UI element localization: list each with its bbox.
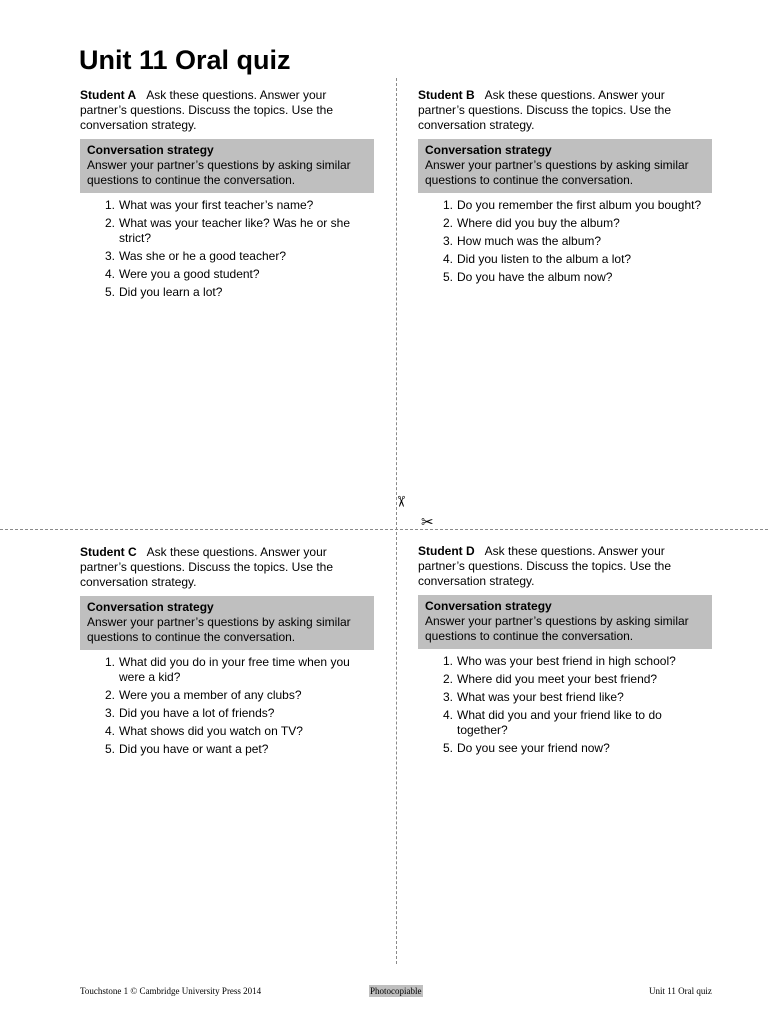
vertical-cut-line <box>396 78 397 964</box>
question-item <box>105 267 374 282</box>
question-number: 5. <box>105 285 116 299</box>
question-text: Did you have a lot of friends? <box>119 706 275 720</box>
question-number: 1. <box>443 654 454 668</box>
scissors-icon: ✂ <box>421 514 434 531</box>
question-item <box>105 688 374 703</box>
question-number: 2. <box>443 672 454 686</box>
question-number: 4. <box>443 252 454 266</box>
question-item <box>105 216 374 246</box>
question-number: 2. <box>443 216 454 230</box>
conversation-strategy-box <box>80 596 374 650</box>
footer-copyright: Touchstone 1 © Cambridge University Press 2014 <box>80 986 262 996</box>
question-list <box>80 655 374 757</box>
scissors-icon: ✂ <box>391 495 409 508</box>
question-text: Who was your best friend in high school? <box>457 654 676 668</box>
question-number: 3. <box>443 234 454 248</box>
instructions-text: Ask these questions. Answer your partner’s questions. Discuss the topics. Use the conversation strategy. <box>80 545 334 589</box>
question-number: 1. <box>105 198 116 212</box>
question-item <box>443 198 712 213</box>
question-number: 4. <box>443 708 454 722</box>
card-instructions <box>418 88 712 133</box>
question-item <box>105 285 374 300</box>
question-text: Do you see your friend now? <box>457 741 610 755</box>
question-list <box>418 198 712 285</box>
strategy-text: Answer your partner’s questions by asking similar questions to continue the conversation. <box>425 158 689 187</box>
question-item <box>443 216 712 231</box>
question-item <box>443 672 712 687</box>
question-list <box>418 654 712 756</box>
question-number: 3. <box>105 249 116 263</box>
strategy-text: Answer your partner’s questions by asking similar questions to continue the conversation. <box>87 615 351 644</box>
question-text: Do you have the album now? <box>457 270 613 284</box>
instructions-text: Ask these questions. Answer your partner’s questions. Discuss the topics. Use the conversation strategy. <box>418 88 672 132</box>
question-text: Was she or he a good teacher? <box>119 249 286 263</box>
student-c-card <box>80 545 374 760</box>
question-text: Where did you meet your best friend? <box>457 672 658 686</box>
question-item <box>443 270 712 285</box>
question-text: Were you a good student? <box>119 267 260 281</box>
question-text: Do you remember the first album you bought? <box>457 198 702 212</box>
student-label: Student B <box>418 88 475 102</box>
question-item <box>443 708 712 738</box>
question-list <box>80 198 374 300</box>
question-item <box>443 234 712 249</box>
question-item <box>105 249 374 264</box>
question-number: 2. <box>105 216 116 230</box>
strategy-heading: Conversation strategy <box>87 143 214 157</box>
question-number: 5. <box>443 270 454 284</box>
question-number: 4. <box>105 724 116 738</box>
strategy-text: Answer your partner’s questions by asking similar questions to continue the conversation. <box>425 614 689 643</box>
strategy-heading: Conversation strategy <box>87 600 214 614</box>
question-text: What was your teacher like? Was he or she strict? <box>119 216 350 245</box>
question-text: What did you and your friend like to do together? <box>457 708 662 737</box>
page-title: Unit 11 Oral quiz <box>79 45 291 75</box>
question-item <box>443 654 712 669</box>
question-text: What did you do in your free time when you were a kid? <box>119 655 350 684</box>
strategy-heading: Conversation strategy <box>425 143 552 157</box>
question-number: 5. <box>443 741 454 755</box>
student-a-card <box>80 88 374 303</box>
question-text: Did you learn a lot? <box>119 285 223 299</box>
student-label: Student A <box>80 88 137 102</box>
question-number: 1. <box>443 198 454 212</box>
footer-unit-label: Unit 11 Oral quiz <box>649 986 712 996</box>
question-number: 4. <box>105 267 116 281</box>
conversation-strategy-box <box>418 595 712 649</box>
question-text: What shows did you watch on TV? <box>119 724 303 738</box>
question-text: Where did you buy the album? <box>457 216 620 230</box>
question-text: What was your best friend like? <box>457 690 624 704</box>
question-item <box>443 690 712 705</box>
student-b-card <box>418 88 712 288</box>
student-label: Student D <box>418 544 475 558</box>
instructions-text: Ask these questions. Answer your partner’s questions. Discuss the topics. Use the conversation strategy. <box>418 544 672 588</box>
question-text: Were you a member of any clubs? <box>119 688 302 702</box>
question-text: How much was the album? <box>457 234 602 248</box>
instructions-text: Ask these questions. Answer your partner’s questions. Discuss the topics. Use the conversation strategy. <box>80 88 334 132</box>
question-item <box>443 741 712 756</box>
question-number: 3. <box>105 706 116 720</box>
question-text: Did you have or want a pet? <box>119 742 269 756</box>
question-item <box>105 655 374 685</box>
question-item <box>105 198 374 213</box>
question-number: 5. <box>105 742 116 756</box>
question-number: 3. <box>443 690 454 704</box>
student-label: Student C <box>80 545 137 559</box>
card-instructions <box>418 544 712 589</box>
question-text: Did you listen to the album a lot? <box>457 252 632 266</box>
question-item <box>105 706 374 721</box>
card-instructions <box>80 88 374 133</box>
strategy-text: Answer your partner’s questions by asking similar questions to continue the conversation. <box>87 158 351 187</box>
question-number: 2. <box>105 688 116 702</box>
question-item <box>105 742 374 757</box>
student-d-card <box>418 544 712 759</box>
strategy-heading: Conversation strategy <box>425 599 552 613</box>
conversation-strategy-box <box>80 139 374 193</box>
question-item <box>443 252 712 267</box>
horizontal-cut-line <box>0 529 768 530</box>
question-number: 1. <box>105 655 116 669</box>
question-item <box>105 724 374 739</box>
footer-photocopiable-badge: Photocopiable <box>370 986 422 996</box>
conversation-strategy-box <box>418 139 712 193</box>
card-instructions <box>80 545 374 590</box>
question-text: What was your first teacher’s name? <box>119 198 314 212</box>
